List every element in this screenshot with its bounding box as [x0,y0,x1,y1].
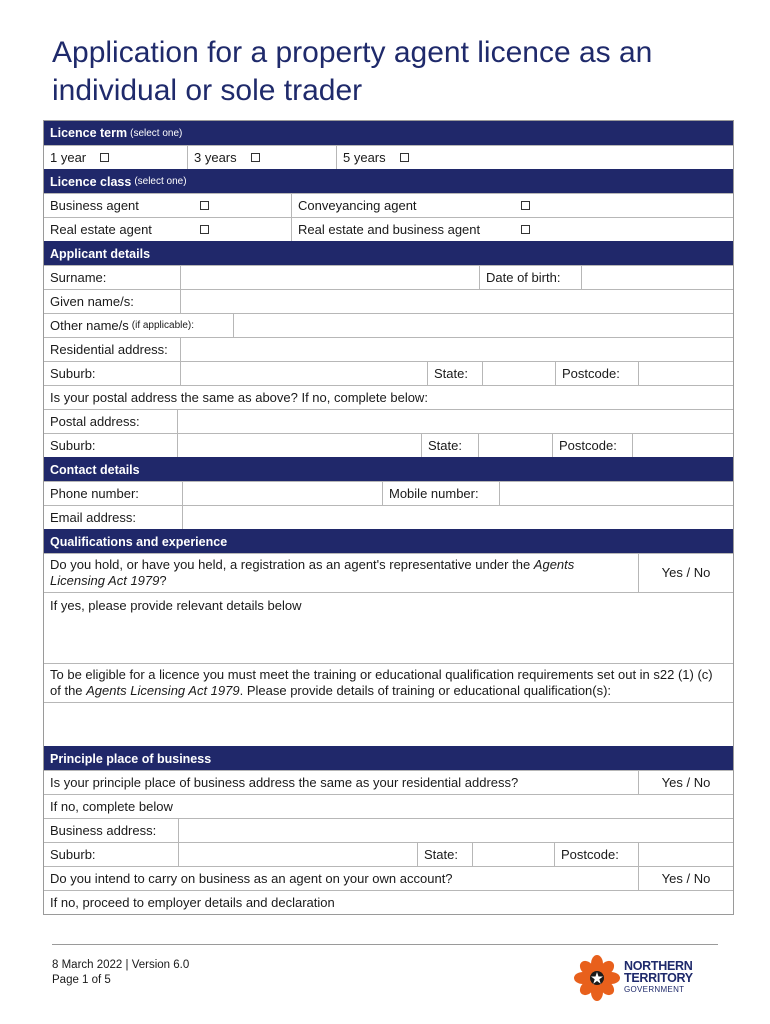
residential-suburb-row [44,361,733,385]
own-account-question: Do you intend to carry on business as an agent on your own account? [50,871,453,886]
proceed-row [44,890,733,914]
option-5-years[interactable] [336,146,733,169]
section-title: Licence term [50,126,128,140]
business-address-row [44,818,733,842]
postal-question: Is your postal address the same as above? If no, complete below: [50,390,428,405]
state-field[interactable] [482,362,555,385]
other-name-field[interactable] [233,314,733,337]
phone-field[interactable] [182,482,382,505]
checkbox-icon[interactable] [521,225,530,234]
question-end: ? [159,573,167,588]
postcode-field[interactable] [638,362,733,385]
option-3-years[interactable] [187,146,336,169]
section-header-contact-details [44,457,733,481]
section-note: (select one) [130,127,183,139]
surname-row [44,265,733,289]
act-name: Agents Licensing Act 1979 [50,557,575,588]
given-name-label: Given name/s: [50,294,134,309]
business-same-question: Is your principle place of business address the same as your residential address? [50,775,519,790]
suburb-field[interactable] [178,843,417,866]
checkbox-icon[interactable] [100,153,109,162]
residential-address-label: Residential address: [50,342,168,357]
option-business-agent[interactable] [44,194,291,217]
proceed-text: If no, proceed to employer details and declaration [50,895,335,910]
nt-government-logo [574,955,704,1001]
state-label: State: [427,362,482,385]
section-title: Qualifications and experience [50,534,228,549]
postal-question-row [44,385,733,409]
postal-address-field[interactable] [177,410,733,433]
business-address-field[interactable] [178,819,733,842]
state-field[interactable] [478,434,552,457]
option-label: 1 year [50,150,87,165]
question-end: . Please provide details of training or educational qualification(s): [239,683,612,698]
registration-question-row [44,553,733,592]
postal-suburb-row [44,433,733,457]
email-field[interactable] [182,506,733,529]
flower-logo-icon [574,955,620,1001]
checkbox-icon[interactable] [251,153,260,162]
option-conveyancing-agent[interactable] [291,194,733,217]
option-real-estate-agent[interactable] [44,218,291,241]
section-header-business [44,746,733,770]
postcode-label: Postcode: [552,434,632,457]
option-label: Real estate and business agent [298,222,481,237]
yes-no-choice[interactable]: Yes / No [638,867,733,890]
suburb-field[interactable] [180,362,427,385]
footer-page-number: Page 1 of 5 [52,974,111,986]
footer-info [52,958,189,988]
mobile-label: Mobile number: [382,482,499,505]
option-label: Business agent [50,198,139,213]
state-label: State: [421,434,478,457]
section-header-qualifications [44,529,733,553]
act-name: Agents Licensing Act 1979 [86,683,240,698]
option-1-year[interactable] [44,146,187,169]
own-account-row [44,866,733,890]
section-title: Principle place of business [50,751,212,766]
email-label: Email address: [50,510,136,525]
licence-class-row-1 [44,193,733,217]
logo-line-3: GOVERNMENT [624,985,685,994]
yes-no-choice[interactable]: Yes / No [638,554,733,592]
suburb-label: Suburb: [50,847,96,862]
option-real-estate-and-business-agent[interactable] [291,218,733,241]
phone-row [44,481,733,505]
other-name-note: (if applicable): [131,320,195,331]
section-title: Licence class [50,174,132,189]
phone-label: Phone number: [50,486,139,501]
dob-label: Date of birth: [479,266,581,289]
section-title: Contact details [50,462,140,477]
state-label: State: [417,843,472,866]
registration-question [44,554,638,592]
given-name-row [44,289,733,313]
page-title: Application for a property agent licence as an individual or sole trader [52,36,653,107]
option-label: Conveyancing agent [298,198,417,213]
surname-label: Surname: [50,270,107,285]
section-title: Applicant details [50,246,151,261]
surname-field[interactable] [180,266,479,289]
section-header-licence-term [44,121,733,145]
other-name-label [44,314,233,337]
registration-details-area[interactable]: If yes, please provide relevant details below [50,598,302,613]
checkbox-icon[interactable] [200,225,209,234]
postcode-field[interactable] [638,843,733,866]
postcode-label: Postcode: [554,843,638,866]
section-header-licence-class [44,169,733,193]
postal-address-label: Postal address: [50,414,140,429]
business-suburb-row [44,842,733,866]
question-text: Do you hold, or have you held, a registration as an agent's representative under the [50,557,534,572]
licence-term-options [44,145,733,169]
yes-no-choice[interactable]: Yes / No [638,771,733,794]
postcode-label: Postcode: [555,362,638,385]
question-text: To be eligible for a licence you must meet the training or educational qualification requirements set out in s22 (1) (c) of the [50,667,713,698]
checkbox-icon[interactable] [521,201,530,210]
logo-line-2: TERRITORY [624,971,693,985]
state-field[interactable] [472,843,554,866]
postal-address-row [44,409,733,433]
training-details-area[interactable] [44,703,733,746]
dob-field[interactable] [581,266,733,289]
if-no-text: If no, complete below [50,799,173,814]
given-name-field[interactable] [180,290,733,313]
option-label: Real estate agent [50,222,152,237]
licence-class-row-2 [44,217,733,241]
suburb-label: Suburb: [50,438,96,453]
checkbox-icon[interactable] [400,153,409,162]
business-address-label: Business address: [50,823,157,838]
residential-address-row [44,337,733,361]
training-question [44,664,733,702]
footer-date-version: 8 March 2022 | Version 6.0 [52,959,190,971]
option-label: 5 years [343,150,386,165]
option-label: 3 years [194,150,237,165]
other-name-row [44,313,733,337]
suburb-field[interactable] [177,434,421,457]
logo-line-1: NORTHERN [624,959,693,973]
footer-divider [52,944,718,945]
if-no-row [44,794,733,818]
email-row [44,505,733,529]
application-form [43,120,734,915]
checkbox-icon[interactable] [200,201,209,210]
registration-details-row [44,592,733,663]
postcode-field[interactable] [632,434,733,457]
mobile-field[interactable] [499,482,733,505]
suburb-label: Suburb: [50,366,96,381]
section-header-applicant-details [44,241,733,265]
logo-wordmark [624,960,693,996]
training-question-row [44,663,733,702]
section-note: (select one) [134,176,187,187]
training-details-row [44,702,733,746]
other-name-text: Other name/s [50,318,129,333]
residential-address-field[interactable] [180,338,733,361]
business-same-row [44,770,733,794]
